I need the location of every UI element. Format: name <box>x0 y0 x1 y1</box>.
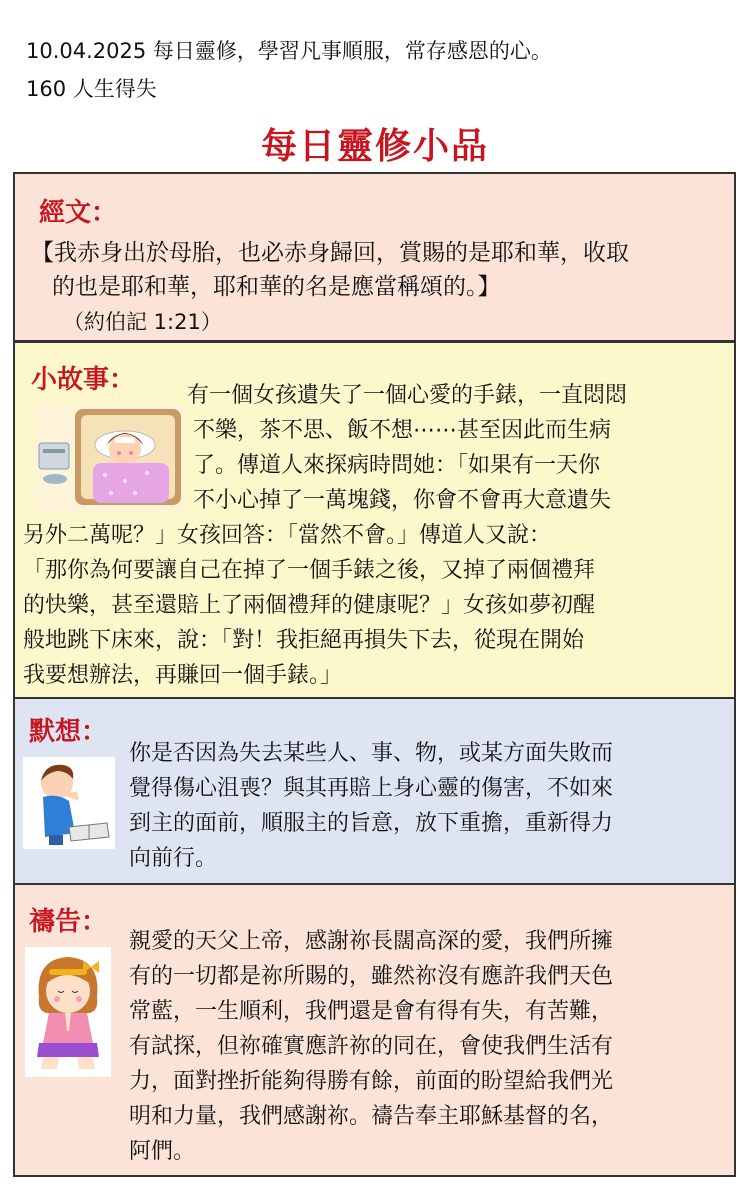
story-card <box>13 341 736 699</box>
scripture-line-1: 【我赤身出於母胎，也必赤身歸回，賞賜的是耶和華，收取 <box>31 240 629 266</box>
story-line-3: 了。傳道人來探病時問她：「如果有一天你 <box>193 453 601 478</box>
scripture-reference: （約伯記 1:21） <box>63 310 222 334</box>
meditation-line-4: 向前行。 <box>129 846 218 871</box>
prayer-line-4: 有試探，但祢確實應許祢的同在，會使我們生活有 <box>129 1034 614 1059</box>
story-label: 小故事： <box>31 365 136 395</box>
story-line-7: 的快樂，甚至還賠上了兩個禮拜的健康呢？」女孩如夢初醒 <box>23 593 596 618</box>
meditation-line-1: 你是否因為失去某些人、事、物，或某方面失敗而 <box>129 741 614 766</box>
story-line-2: 不樂，茶不思、飯不想⋯⋯甚至因此而生病 <box>193 418 612 443</box>
meditation-line-2: 覺得傷心沮喪？與其再賠上身心靈的傷害，不如來 <box>129 776 614 801</box>
prayer-line-2: 有的一切都是祢所賜的，雖然祢沒有應許我們天色 <box>129 964 614 989</box>
story-line-9: 我要想辦法，再賺回一個手錶。」 <box>23 663 343 688</box>
prayer-label: 禱告： <box>29 907 108 937</box>
praying-boy-icon <box>23 757 115 849</box>
sick-girl-icon <box>35 405 185 511</box>
meditation-card <box>13 697 736 885</box>
header <box>26 32 552 108</box>
story-line-4: 不小心掉了一萬塊錢，你會不會再大意遺失 <box>193 488 612 513</box>
meditation-label: 默想： <box>29 717 108 747</box>
prayer-line-7: 阿們。 <box>129 1139 196 1164</box>
praying-girl-icon <box>25 947 111 1077</box>
prayer-line-5: 力，面對挫折能夠得勝有餘，前面的盼望給我們光 <box>129 1069 614 1094</box>
story-line-1: 有一個女孩遺失了一個心愛的手錶，一直悶悶 <box>187 383 628 408</box>
scripture-line-2: 的也是耶和華，耶和華的名是應當稱頌的。】 <box>52 274 501 300</box>
header-topic-line: 160 人生得失 <box>26 77 157 101</box>
prayer-line-3: 常藍，一生順利，我們還是會有得有失，有苦難， <box>129 999 614 1024</box>
prayer-line-6: 明和力量，我們感謝祢。禱告奉主耶穌基督的名， <box>129 1104 614 1129</box>
prayer-card <box>13 883 736 1177</box>
prayer-line-1: 親愛的天父上帝，感謝祢長闊高深的愛，我們所擁 <box>129 929 614 954</box>
meditation-line-3: 到主的面前，順服主的旨意，放下重擔，重新得力 <box>129 811 614 836</box>
story-line-5: 另外二萬呢？」女孩回答：「當然不會。」傳道人又說： <box>23 523 552 548</box>
scripture-card <box>13 172 736 342</box>
scripture-label: 經文： <box>39 198 118 228</box>
page-title: 每日靈修小品 <box>260 126 489 167</box>
story-line-8: 般地跳下床來，說：「對！我拒絕再損失下去，從現在開始 <box>23 628 585 653</box>
story-line-6: 「那你為何要讓自己在掉了一個手錶之後，又掉了兩個禮拜 <box>23 558 596 583</box>
header-date-line: 10.04.2025 每日靈修，學習凡事順服，常存感恩的心。 <box>26 39 552 63</box>
